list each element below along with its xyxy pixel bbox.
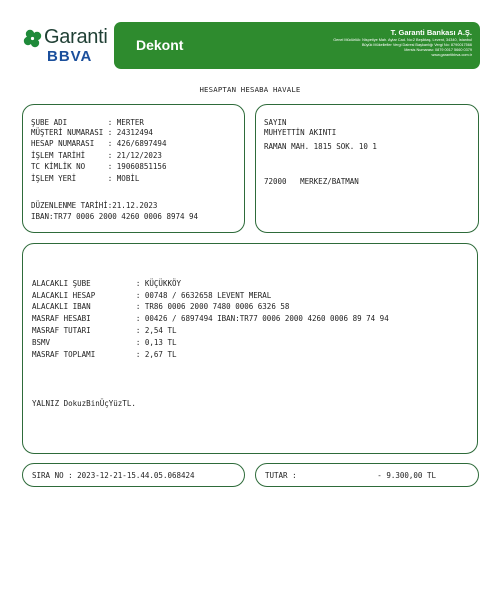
tc-id-line: TC KİMLİK NO : 19060851156 xyxy=(31,162,167,171)
bank-address-line-3: Mersis Numarası: 0879 0017 5660 0379 xyxy=(404,48,472,52)
bank-address-line-1: Genel Müdürlük: Nispetiye Mah. Aytar Cad. No:2 Beşiktaş, Levent, 34340, İstanbul xyxy=(333,38,472,42)
transfer-details-box xyxy=(22,243,478,454)
logo-sub-text: BBVA xyxy=(47,48,93,65)
creditor-iban-line: ALACAKLI IBAN : TR86 0006 2000 7480 0006 6326 58 xyxy=(32,302,290,311)
bsmv-line: BSMV : 0,13 TL xyxy=(32,338,177,347)
transaction-date-line: İŞLEM TARİHİ : 21/12/2023 xyxy=(31,151,162,160)
bank-address-line-2: Büyük Mükellefler Vergi Dairesi Başkanlığı Vergi No: 8790017566 xyxy=(361,43,472,47)
fee-amount-line: MASRAF TUTARI : 2,54 TL xyxy=(32,326,177,335)
transaction-type-title: HESAPTAN HESABA HAVALE xyxy=(199,85,301,94)
issue-date-line: DÜZENLENME TARİHİ:21.12.2023 xyxy=(31,201,158,210)
recipient-salutation: SAYIN xyxy=(264,118,287,127)
total-label: TUTAR : xyxy=(265,471,297,480)
customer-number-line: MÜŞTERİ NUMARASI : 24312494 xyxy=(31,128,153,137)
document-header xyxy=(114,22,480,69)
creditor-account-line: ALACAKLI HESAP : 00748 / 6632658 LEVENT MERAL xyxy=(32,291,272,300)
branch-name-line: ŞUBE ADI : MERTER xyxy=(31,118,144,127)
iban-line: IBAN:TR77 0006 2000 4260 0006 8974 94 xyxy=(31,212,199,221)
sequence-number: SIRA NO : 2023-12-21-15.44.05.068424 xyxy=(32,471,195,480)
account-number-line: HESAP NUMARASI : 426/6897494 xyxy=(31,139,167,148)
fee-account-line: MASRAF HESABI : 00426 / 6897494 IBAN:TR77 0006 2000 4260 0006 89 74 94 xyxy=(32,314,389,323)
recipient-name: MUHYETTİN AKINTI xyxy=(264,128,337,137)
total-value: - 9.300,00 TL xyxy=(377,471,436,480)
bank-info xyxy=(333,28,472,58)
total-amount-box xyxy=(255,463,479,487)
account-info-box xyxy=(22,104,245,233)
logo-brand-text: Garanti xyxy=(44,26,108,48)
recipient-city: 72000 MERKEZ/BATMAN xyxy=(264,177,359,186)
fee-total-line: MASRAF TOPLAMI : 2,67 TL xyxy=(32,350,177,359)
creditor-branch-line: ALACAKLI ŞUBE : KÜÇÜKKÖY xyxy=(32,279,182,288)
document-title: Dekont xyxy=(136,37,184,53)
recipient-box xyxy=(255,104,479,233)
amount-in-words: YALNIZ DokuzBinÜçYüzTL. xyxy=(32,399,136,408)
garanti-bbva-logo xyxy=(22,26,108,66)
sequence-number-box xyxy=(22,463,245,487)
bank-name: T. Garanti Bankası A.Ş. xyxy=(390,28,472,37)
clover-logo-icon xyxy=(22,28,44,50)
bank-website: www.garantibbva.com.tr xyxy=(431,53,472,57)
recipient-address: RAMAN MAH. 1815 SOK. 10 1 xyxy=(264,142,377,151)
transaction-place-line: İŞLEM YERİ : MOBİL xyxy=(31,174,140,183)
